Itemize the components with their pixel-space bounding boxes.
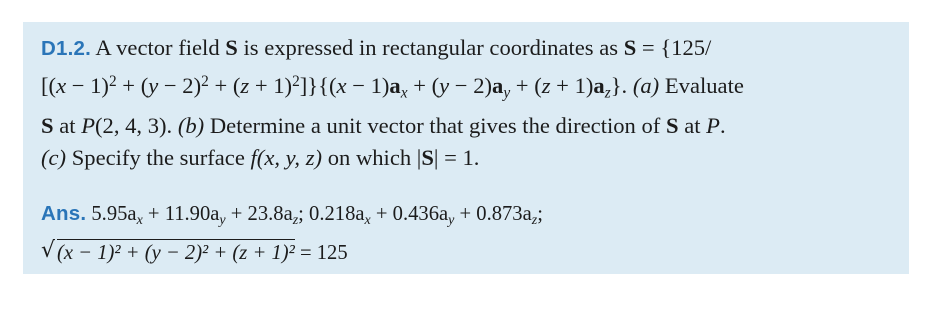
answer-text (41, 198, 903, 269)
answer-label: Ans. (41, 202, 87, 225)
answer-line-2: √ (x − 1)² + (y − 2)² + (z + 1)² = 125 (41, 237, 903, 269)
part-c-marker: (c) (41, 145, 67, 171)
problem-line-3: S at P(2, 4, 3). (b) Determine a unit vector that gives the direction of S at P. (41, 112, 726, 138)
problem-label: D1.2. (41, 37, 91, 60)
problem-line-1: D1.2. A vector field S is expressed in rectangular coordinates as S = {125/ (41, 35, 712, 60)
part-b-marker: (b) (177, 112, 205, 138)
problem-panel (23, 22, 909, 274)
radicand: (x − 1)² + (y − 2)² + (z + 1)² (57, 239, 295, 265)
square-root (41, 237, 295, 269)
radical-sign: √ (41, 238, 56, 264)
answer-line-1: Ans. $5.95a_x + 11.90a_y + 23.8a_z$; $0.218a_x + 0.436a_y + 0.873a_z$; (41, 202, 543, 229)
problem-text (41, 32, 903, 175)
problem-line-2: $[(x - 1)^2 + (y - 2)^2 + (z + 1)^2]\}\{(x - 1)a_x + (y - 2)a_y + (z + 1)a_z\}$. (a) Evaluate (41, 72, 744, 102)
part-a-marker: (a) (632, 72, 660, 98)
problem-line-4: (c) Specify the surface f(x, y, z) on which |S| = 1. (41, 145, 480, 171)
